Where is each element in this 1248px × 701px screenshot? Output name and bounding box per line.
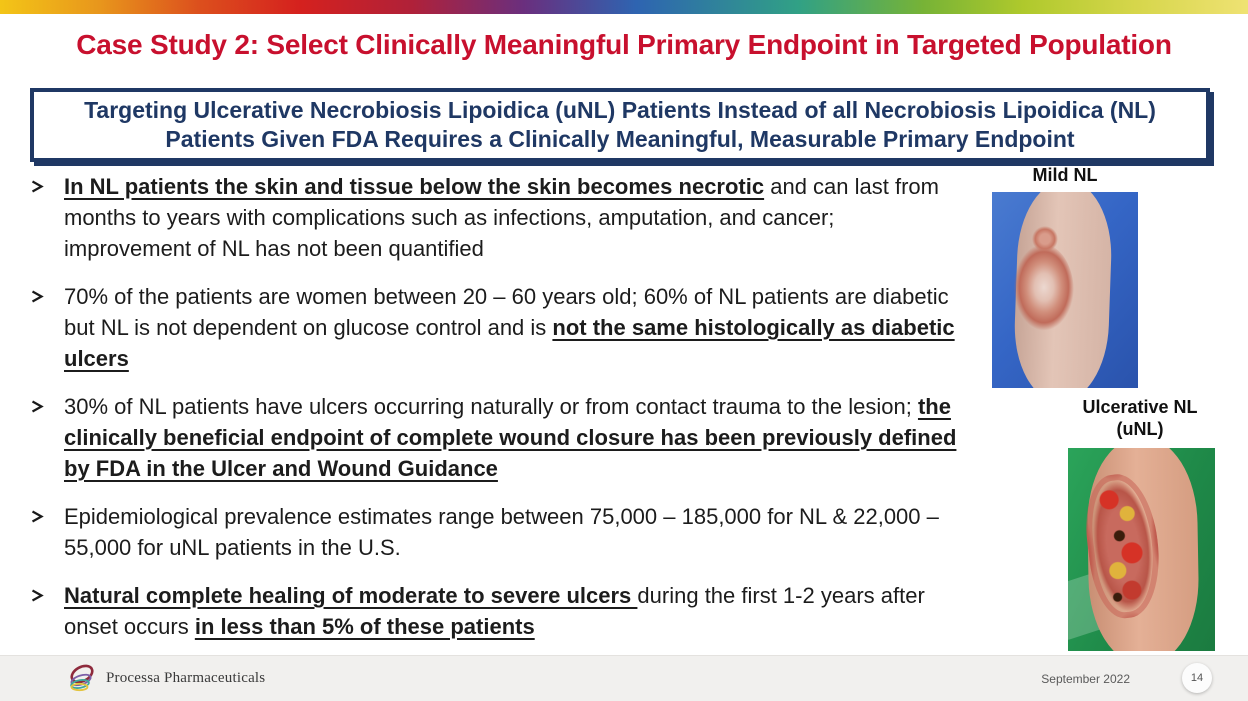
bullet-text-segment: In NL patients the skin and tissue below the skin becomes necrotic [64,174,765,199]
slide-footer [0,655,1248,701]
bullet-text [64,580,963,642]
bullet-text-segment: 70% of the patients are women between 20 – 60 years old; 60% of NL patients are diabetic but NL is not dependent on glucose control and is [64,284,949,340]
bullet-item [28,171,963,264]
bullet-text-segment: not the same histologically as diabetic ulcers [64,315,955,371]
mild-nl-label: Mild NL [1032,165,1098,185]
arrow-bullet-icon [30,399,45,414]
ulcerative-nl-label-line2: (uNL) [1116,419,1164,439]
company-name: Processa Pharmaceuticals [106,669,266,686]
header-callout-box: Targeting Ulcerative Necrobiosis Lipoidica (uNL) Patients Instead of all Necrobiosis Lipoidica (NL) Patients Given FDA Requires a Clinically Meaningful, Measurable Primary Endpoint [30,88,1210,162]
ulcerative-nl-photo [1068,448,1215,651]
arrow-bullet-icon [30,289,45,304]
footer-date: September 2022 [1041,672,1130,686]
bullet-item [28,501,963,563]
mild-nl-photo [992,192,1138,388]
bullet-text-segment: the clinically beneficial endpoint of complete wound closure has been previously defined by FDA in the Ulcer and Wound Guidance [64,394,957,481]
bullet-text-segment: Natural complete healing of moderate to severe ulcers [64,583,638,608]
arrow-bullet-icon [30,179,45,194]
ulcerative-nl-label [1064,396,1216,440]
arrow-bullet-icon [30,588,45,603]
bullet-text-segment: Epidemiological prevalence estimates range between 75,000 – 185,000 for NL & 22,000 – 55,000 for uNL patients in the U.S. [64,504,939,560]
bullet-item [28,580,963,642]
bullet-item [28,391,963,484]
slide-title: Case Study 2: Select Clinically Meaningful Primary Endpoint in Targeted Population [76,29,1172,60]
bullet-text [64,171,963,264]
mild-lesion-shape [1014,244,1074,338]
bullet-text [64,501,963,563]
bullet-text-segment: and can last from months to years with complications such as infections, amputation, and cancer; improvement of NL has not been quantified [64,174,939,261]
bullet-text-segment: during the first 1-2 years after onset occurs [64,583,925,639]
bullet-text-segment: in less than 5% of these patients [194,614,535,639]
bullet-list [28,171,963,659]
arrow-bullet-icon [30,509,45,524]
processa-swirl-logo-icon [66,661,98,695]
bullet-text [64,281,963,374]
bullet-text [64,391,963,484]
rainbow-accent-bar [0,0,1248,14]
ulcerative-nl-label-line1: Ulcerative NL [1082,397,1198,417]
page-number-badge: 14 [1182,663,1212,693]
company-brand [66,661,265,695]
bullet-item [28,281,963,374]
bullet-text-segment: 30% of NL patients have ulcers occurring naturally or from contact trauma to the lesion; [64,394,918,419]
